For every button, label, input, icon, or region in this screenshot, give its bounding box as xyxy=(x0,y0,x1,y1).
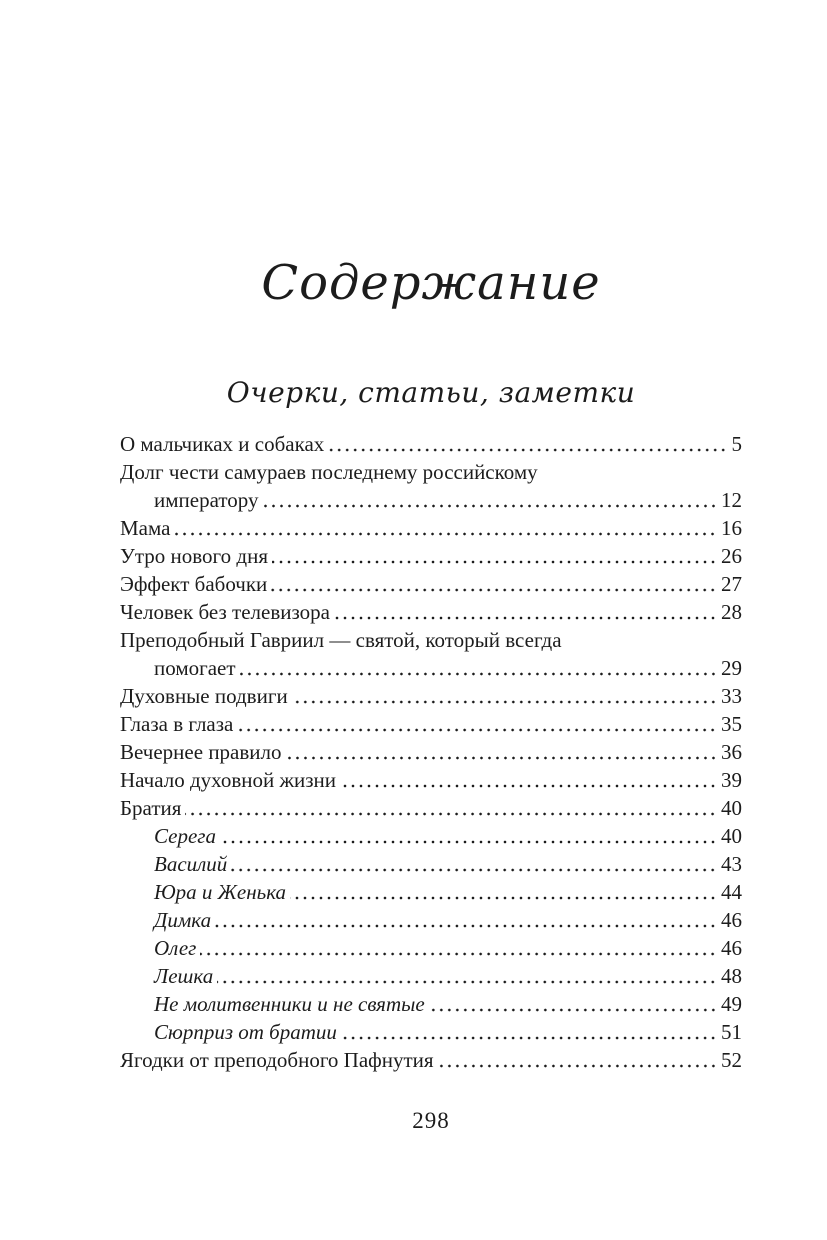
toc-dot-leader xyxy=(215,922,717,930)
toc-row xyxy=(120,572,742,600)
toc-entry-title: Ягодки от преподобного Пафнутия xyxy=(120,1047,434,1072)
toc-entry-title: Человек без телевизора xyxy=(120,599,330,624)
toc-entry-title: Преподобный Гавриил — святой, который всегда xyxy=(120,627,562,652)
toc-row xyxy=(120,488,742,516)
toc-entry-title: Олег xyxy=(154,935,197,960)
toc-entry-title: Духовные подвиги xyxy=(120,683,288,708)
toc-page-number: 51 xyxy=(721,1019,742,1044)
toc-dot-leader xyxy=(286,754,717,762)
toc-row xyxy=(120,796,742,824)
toc-page-number: 39 xyxy=(721,767,742,792)
toc-entry-title: Серега xyxy=(154,823,216,848)
toc-page-number: 28 xyxy=(721,599,742,624)
toc-dot-leader xyxy=(341,1034,717,1042)
toc-entry-title: императору xyxy=(154,487,259,512)
toc-page-number: 40 xyxy=(721,823,742,848)
toc-dot-leader xyxy=(290,894,717,902)
section-heading: Очерки, статьи, заметки xyxy=(226,376,636,410)
toc-dot-leader xyxy=(292,698,717,706)
toc-page-number: 29 xyxy=(721,655,742,680)
toc-row xyxy=(120,712,742,740)
toc-entry-title: Глаза в глаза xyxy=(120,711,234,736)
toc-dot-leader xyxy=(174,530,717,538)
toc-row xyxy=(120,628,742,656)
toc-row xyxy=(120,460,742,488)
toc-dot-leader xyxy=(185,810,717,818)
toc-dot-leader xyxy=(263,502,718,510)
toc-entry-title: Мама xyxy=(120,515,171,540)
toc-row xyxy=(120,1048,742,1076)
toc-page-number: 36 xyxy=(721,739,742,764)
toc-dot-leader xyxy=(200,950,717,958)
toc-entry-title: Не молитвенники и не святые xyxy=(154,991,425,1016)
toc-row xyxy=(120,656,742,684)
toc-entry-title: Василий xyxy=(154,851,228,876)
toc-dot-leader xyxy=(328,446,727,454)
toc-entry-title: Юра и Женька xyxy=(154,879,287,904)
toc-page-number: 12 xyxy=(721,487,742,512)
toc-page-number: 43 xyxy=(721,851,742,876)
toc-dot-leader xyxy=(429,1006,717,1014)
toc-entry-title: О мальчиках и собаках xyxy=(120,431,325,456)
toc-entry-title: Сюрприз от братии xyxy=(154,1019,337,1044)
toc-page-number: 35 xyxy=(721,711,742,736)
toc-page-number: 46 xyxy=(721,935,742,960)
toc-row xyxy=(120,936,742,964)
page-title: Содержание xyxy=(261,255,601,311)
toc-dot-leader xyxy=(340,782,717,790)
toc-dot-leader xyxy=(220,838,717,846)
toc-entry-title: Вечернее правило xyxy=(120,739,282,764)
toc-row xyxy=(120,432,742,460)
toc-row xyxy=(120,908,742,936)
toc-page-number: 16 xyxy=(721,515,742,540)
toc-entry-title: Димка xyxy=(154,907,212,932)
toc-page-number: 44 xyxy=(721,879,742,904)
toc-dot-leader xyxy=(217,978,717,986)
toc-entry-title: Утро нового дня xyxy=(120,543,268,568)
toc-row xyxy=(120,880,742,908)
toc-dot-leader xyxy=(237,726,717,734)
toc-entry-title: Лешка xyxy=(154,963,214,988)
toc-row xyxy=(120,600,742,628)
toc-page-number: 26 xyxy=(721,543,742,568)
toc-page-number: 33 xyxy=(721,683,742,708)
toc-row xyxy=(120,852,742,880)
toc-entry-title: Эффект бабочки xyxy=(120,571,268,596)
toc-row xyxy=(120,992,742,1020)
toc-page-number: 27 xyxy=(721,571,742,596)
toc-row xyxy=(120,684,742,712)
toc-row xyxy=(120,964,742,992)
toc-dot-leader xyxy=(271,586,717,594)
toc-page-number: 40 xyxy=(721,795,742,820)
toc-row xyxy=(120,1020,742,1048)
toc-dot-leader xyxy=(240,670,717,678)
toc-entry-title: Долг чести самураев последнему российскому xyxy=(120,459,538,484)
toc-page-number: 49 xyxy=(721,991,742,1016)
toc-dot-leader xyxy=(272,558,717,566)
toc-dot-leader xyxy=(231,866,717,874)
toc-entry-title: Братия xyxy=(120,795,182,820)
toc-row xyxy=(120,768,742,796)
toc-page-number: 5 xyxy=(731,431,742,456)
toc-entry-title: Начало духовной жизни xyxy=(120,767,336,792)
folio-page-number: 298 xyxy=(412,1107,450,1133)
toc-row xyxy=(120,824,742,852)
toc-row xyxy=(120,740,742,768)
toc-dot-leader xyxy=(334,614,717,622)
toc-list xyxy=(120,432,742,1076)
toc-row xyxy=(120,516,742,544)
toc-page-number: 46 xyxy=(721,907,742,932)
toc-page-number: 48 xyxy=(721,963,742,988)
toc-dot-leader xyxy=(438,1062,717,1070)
toc-page-number: 52 xyxy=(721,1047,742,1072)
toc-entry-title: помогает xyxy=(154,655,236,680)
toc-row xyxy=(120,544,742,572)
